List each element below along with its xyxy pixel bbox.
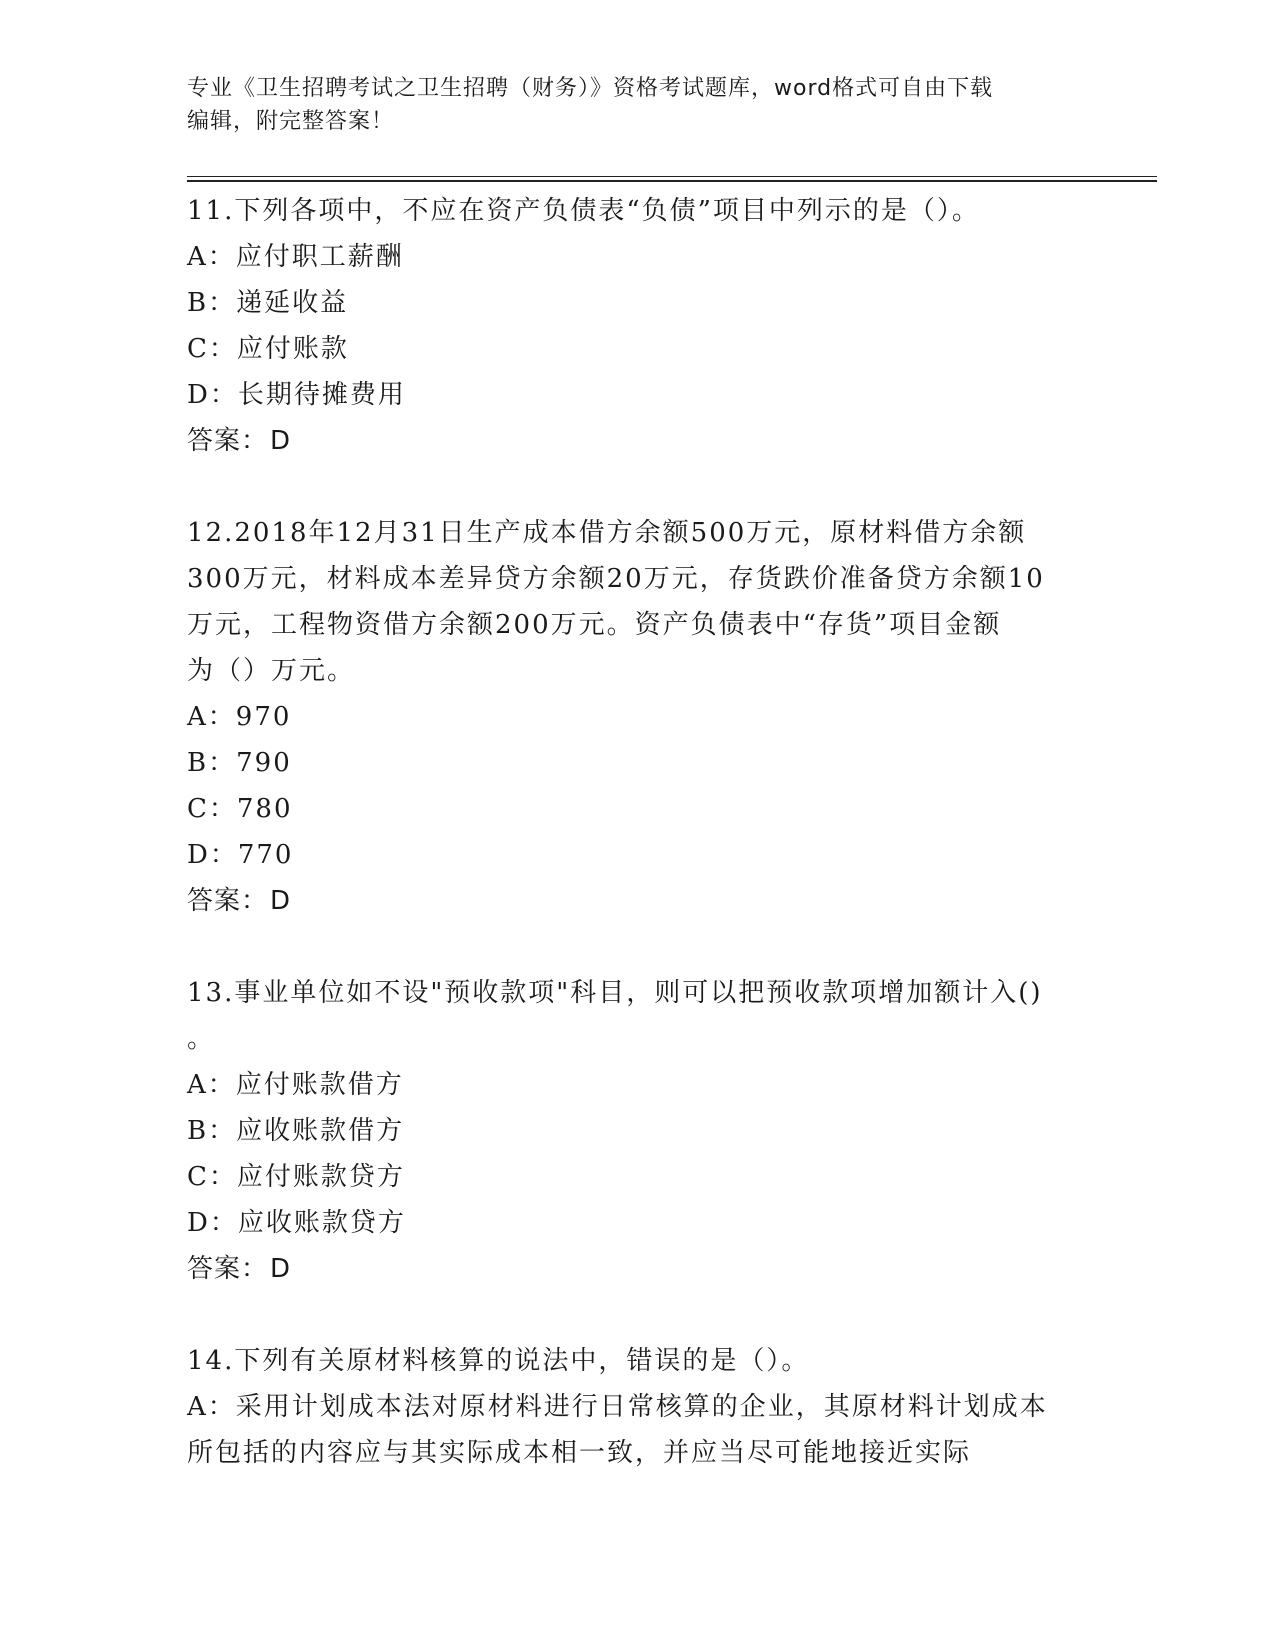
question-12 — [187, 510, 1087, 924]
question-14 — [187, 1338, 1087, 1476]
header-line-1: 专业《卫生招聘考试之卫生招聘（财务）》资格考试题库，word格式可自由下载 — [187, 76, 994, 101]
header-rule-thick — [187, 180, 1157, 182]
answer-line — [187, 878, 1087, 924]
question-stem: 11.下列各项中，不应在资产负债表“负债”项目中列示的是（）。 — [187, 196, 980, 226]
option-c: C：应付账款贷方 — [187, 1162, 405, 1192]
option-a: A：970 — [187, 702, 292, 732]
answer-value: D — [270, 886, 292, 916]
option-a: A：采用计划成本法对原材料进行日常核算的企业，其原材料计划成本 — [187, 1392, 1048, 1422]
header-rule-thin — [187, 176, 1157, 177]
option-b: B：递延收益 — [187, 288, 349, 318]
question-stem-line: 12.2018年12月31日生产成本借方余额500万元，原材料借方余额 — [187, 518, 1027, 548]
header-line-2: 编辑，附完整答案！ — [187, 109, 395, 134]
question-stem-line: 为（）万元。 — [187, 656, 356, 686]
question-stem: 14.下列有关原材料核算的说法中，错误的是（）。 — [187, 1346, 810, 1376]
question-stem-line: 万元，工程物资借方余额200万元。资产负债表中“存货”项目金额 — [187, 610, 1002, 640]
option-c: C：780 — [187, 794, 293, 824]
question-11 — [187, 188, 1087, 464]
option-b: B：应收账款借方 — [187, 1116, 405, 1146]
answer-label: 答案： — [187, 426, 269, 456]
answer-label: 答案： — [187, 886, 269, 916]
option-a: A：应付账款借方 — [187, 1070, 404, 1100]
option-d: D：应收账款贷方 — [187, 1208, 406, 1238]
question-stem-line: 。 — [187, 1024, 216, 1054]
question-stem-line: 300万元，材料成本差异贷方余额20万元，存货跌价准备贷方余额10 — [187, 564, 1045, 594]
question-list — [187, 188, 1087, 1522]
answer-value: D — [270, 1254, 292, 1284]
question-13 — [187, 970, 1087, 1292]
option-a: A：应付职工薪酬 — [187, 242, 404, 272]
option-d: D：长期待摊费用 — [187, 380, 406, 410]
option-b: B：790 — [187, 748, 292, 778]
option-c: C：应付账款 — [187, 334, 349, 364]
answer-line — [187, 1246, 1087, 1292]
document-header — [187, 72, 1077, 138]
option-d: D：770 — [187, 840, 294, 870]
answer-value: D — [270, 426, 292, 456]
answer-line — [187, 418, 1087, 464]
question-stem-line: 13.事业单位如不设"预收款项"科目，则可以把预收款项增加额计入() — [187, 978, 1043, 1008]
option-a-continued: 所包括的内容应与其实际成本相一致，并应当尽可能地接近实际 — [187, 1438, 972, 1468]
answer-label: 答案： — [187, 1254, 269, 1284]
